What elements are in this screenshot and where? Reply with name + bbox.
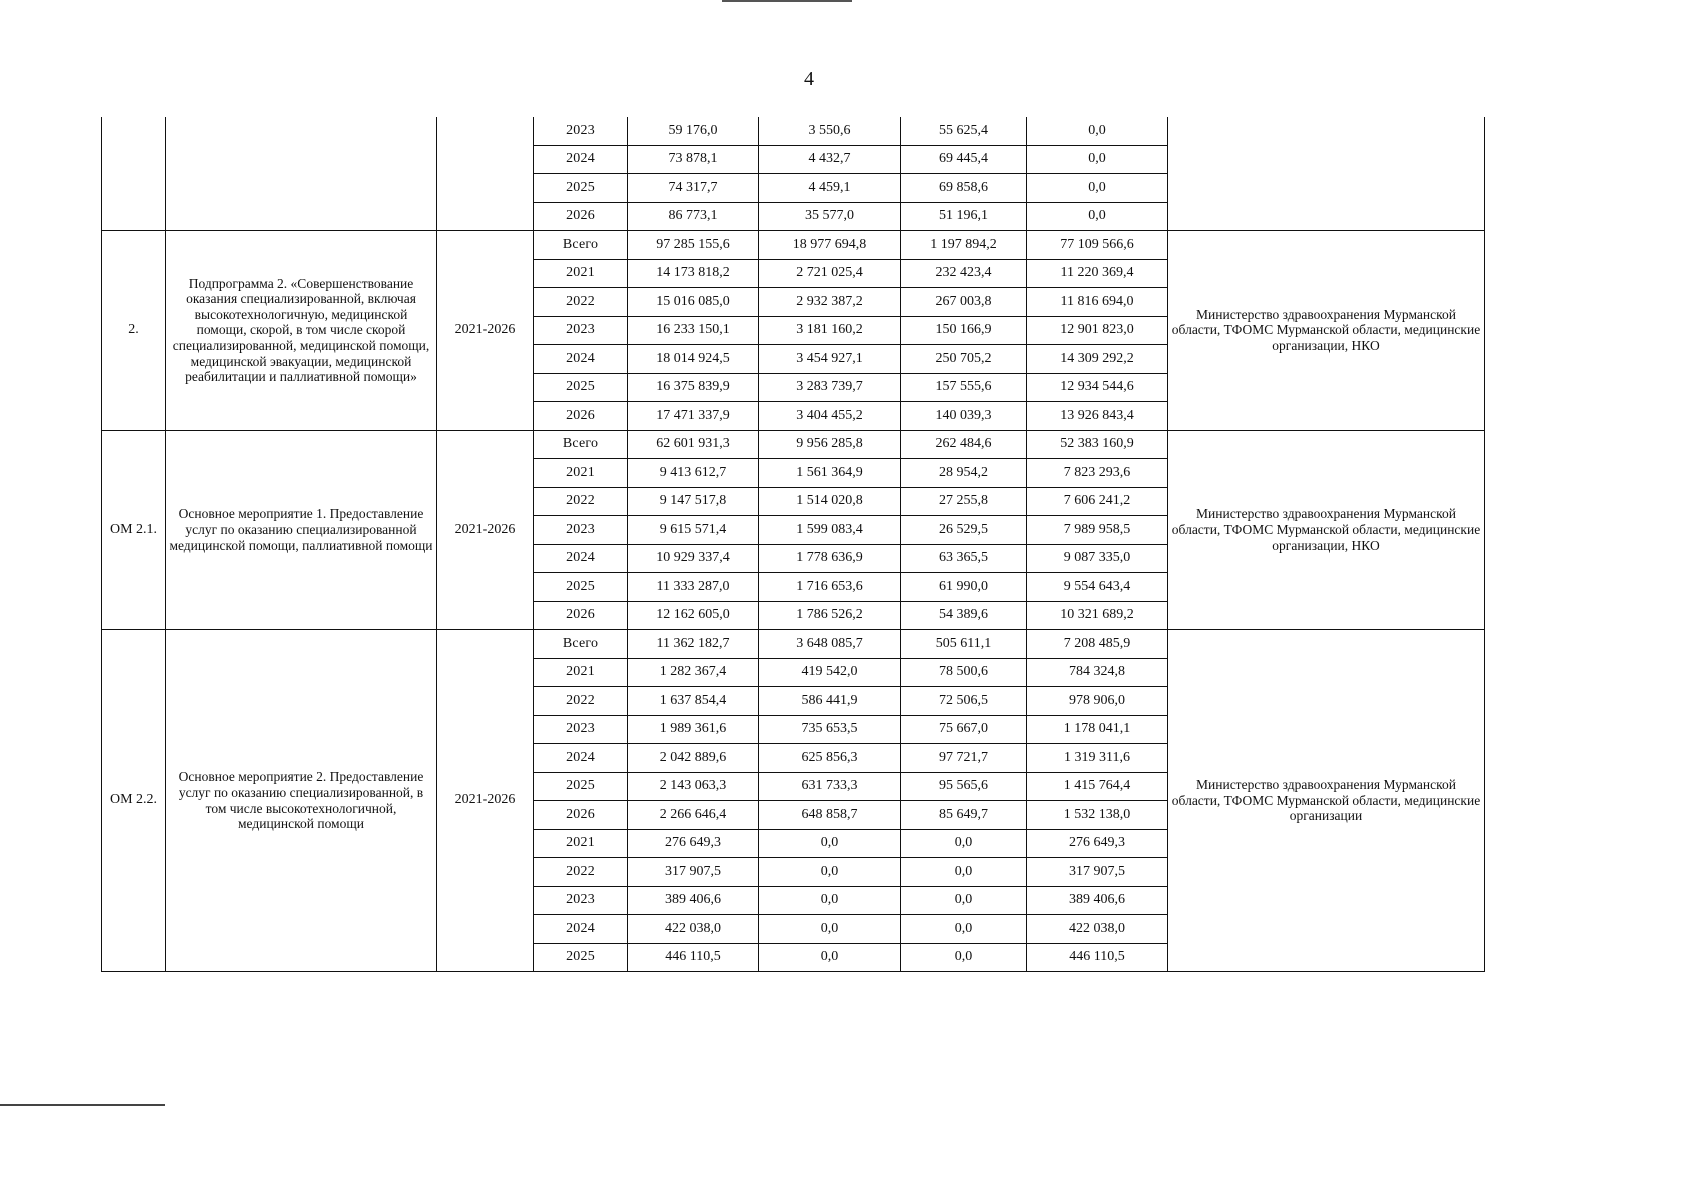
source-3-value: 9 554 643,4 xyxy=(1027,573,1168,602)
year-cell: 2021 xyxy=(534,658,628,687)
source-3-value: 14 309 292,2 xyxy=(1027,345,1168,374)
year-cell: 2023 xyxy=(534,117,628,145)
section-number xyxy=(102,117,166,231)
section-period: 2021-2026 xyxy=(437,231,534,431)
year-cell: 2026 xyxy=(534,202,628,231)
page-number: 4 xyxy=(804,68,814,90)
source-1-value: 0,0 xyxy=(759,915,901,944)
source-3-value: 422 038,0 xyxy=(1027,915,1168,944)
source-3-value: 446 110,5 xyxy=(1027,943,1168,972)
total-value: 18 014 924,5 xyxy=(628,345,759,374)
table-row xyxy=(102,430,1485,459)
source-1-value: 4 459,1 xyxy=(759,174,901,203)
source-1-value: 1 716 653,6 xyxy=(759,573,901,602)
source-1-value: 419 542,0 xyxy=(759,658,901,687)
section-number: ОМ 2.2. xyxy=(102,630,166,972)
total-value: 17 471 337,9 xyxy=(628,402,759,431)
source-3-value: 978 906,0 xyxy=(1027,687,1168,716)
source-2-value: 54 389,6 xyxy=(901,601,1027,630)
section-period xyxy=(437,117,534,231)
total-value: 1 989 361,6 xyxy=(628,715,759,744)
source-1-value: 35 577,0 xyxy=(759,202,901,231)
year-cell: 2024 xyxy=(534,145,628,174)
source-1-value: 1 599 083,4 xyxy=(759,516,901,545)
year-cell: 2025 xyxy=(534,373,628,402)
total-value: 2 042 889,6 xyxy=(628,744,759,773)
source-3-value: 0,0 xyxy=(1027,202,1168,231)
year-cell: Всего xyxy=(534,430,628,459)
total-value: 15 016 085,0 xyxy=(628,288,759,317)
source-1-value: 648 858,7 xyxy=(759,801,901,830)
year-cell: 2022 xyxy=(534,858,628,887)
year-cell: 2026 xyxy=(534,801,628,830)
section-description xyxy=(166,117,437,231)
total-value: 73 878,1 xyxy=(628,145,759,174)
scan-artifact-bottom xyxy=(0,1104,165,1106)
source-1-value: 0,0 xyxy=(759,886,901,915)
total-value: 16 375 839,9 xyxy=(628,373,759,402)
section-period: 2021-2026 xyxy=(437,630,534,972)
year-cell: Всего xyxy=(534,231,628,260)
total-value: 276 649,3 xyxy=(628,829,759,858)
source-3-value: 11 220 369,4 xyxy=(1027,259,1168,288)
total-value: 11 333 287,0 xyxy=(628,573,759,602)
source-3-value: 389 406,6 xyxy=(1027,886,1168,915)
source-1-value: 586 441,9 xyxy=(759,687,901,716)
source-1-value: 3 181 160,2 xyxy=(759,316,901,345)
year-cell: 2025 xyxy=(534,943,628,972)
source-2-value: 61 990,0 xyxy=(901,573,1027,602)
section-number: 2. xyxy=(102,231,166,431)
source-1-value: 0,0 xyxy=(759,858,901,887)
table-row xyxy=(102,117,1485,145)
total-value: 2 266 646,4 xyxy=(628,801,759,830)
year-cell: 2024 xyxy=(534,744,628,773)
total-value: 74 317,7 xyxy=(628,174,759,203)
source-2-value: 75 667,0 xyxy=(901,715,1027,744)
budget-table xyxy=(101,117,1485,972)
total-value: 2 143 063,3 xyxy=(628,772,759,801)
source-2-value: 505 611,1 xyxy=(901,630,1027,659)
table-body xyxy=(102,117,1485,972)
source-3-value: 1 319 311,6 xyxy=(1027,744,1168,773)
source-2-value: 0,0 xyxy=(901,886,1027,915)
total-value: 14 173 818,2 xyxy=(628,259,759,288)
responsible-organizations: Министерство здравоохранения Мурманской области, ТФОМС Мурманской области, медицинские организации, НКО xyxy=(1168,231,1485,431)
year-cell: 2022 xyxy=(534,687,628,716)
source-1-value: 2 932 387,2 xyxy=(759,288,901,317)
source-2-value: 0,0 xyxy=(901,858,1027,887)
source-3-value: 9 087 335,0 xyxy=(1027,544,1168,573)
year-cell: 2024 xyxy=(534,915,628,944)
source-3-value: 0,0 xyxy=(1027,174,1168,203)
source-1-value: 2 721 025,4 xyxy=(759,259,901,288)
year-cell: 2023 xyxy=(534,316,628,345)
source-2-value: 0,0 xyxy=(901,915,1027,944)
year-cell: 2023 xyxy=(534,516,628,545)
year-cell: 2026 xyxy=(534,402,628,431)
year-cell: 2025 xyxy=(534,772,628,801)
source-2-value: 72 506,5 xyxy=(901,687,1027,716)
source-2-value: 95 565,6 xyxy=(901,772,1027,801)
table-row xyxy=(102,231,1485,260)
source-3-value: 12 934 544,6 xyxy=(1027,373,1168,402)
total-value: 97 285 155,6 xyxy=(628,231,759,260)
source-3-value: 1 532 138,0 xyxy=(1027,801,1168,830)
source-2-value: 150 166,9 xyxy=(901,316,1027,345)
source-1-value: 0,0 xyxy=(759,829,901,858)
source-2-value: 0,0 xyxy=(901,943,1027,972)
source-1-value: 1 514 020,8 xyxy=(759,487,901,516)
source-2-value: 250 705,2 xyxy=(901,345,1027,374)
source-1-value: 0,0 xyxy=(759,943,901,972)
source-3-value: 317 907,5 xyxy=(1027,858,1168,887)
section-number: ОМ 2.1. xyxy=(102,430,166,630)
year-cell: 2024 xyxy=(534,544,628,573)
total-value: 62 601 931,3 xyxy=(628,430,759,459)
source-2-value: 97 721,7 xyxy=(901,744,1027,773)
source-3-value: 1 415 764,4 xyxy=(1027,772,1168,801)
source-1-value: 735 653,5 xyxy=(759,715,901,744)
year-cell: 2026 xyxy=(534,601,628,630)
source-3-value: 0,0 xyxy=(1027,117,1168,145)
year-cell: 2021 xyxy=(534,829,628,858)
source-1-value: 3 648 085,7 xyxy=(759,630,901,659)
source-1-value: 1 786 526,2 xyxy=(759,601,901,630)
source-2-value: 63 365,5 xyxy=(901,544,1027,573)
source-2-value: 27 255,8 xyxy=(901,487,1027,516)
source-1-value: 18 977 694,8 xyxy=(759,231,901,260)
source-2-value: 232 423,4 xyxy=(901,259,1027,288)
total-value: 59 176,0 xyxy=(628,117,759,145)
source-1-value: 3 283 739,7 xyxy=(759,373,901,402)
total-value: 12 162 605,0 xyxy=(628,601,759,630)
source-2-value: 26 529,5 xyxy=(901,516,1027,545)
year-cell: 2022 xyxy=(534,487,628,516)
year-cell: 2021 xyxy=(534,259,628,288)
source-3-value: 11 816 694,0 xyxy=(1027,288,1168,317)
source-1-value: 631 733,3 xyxy=(759,772,901,801)
source-3-value: 13 926 843,4 xyxy=(1027,402,1168,431)
responsible-organizations: Министерство здравоохранения Мурманской области, ТФОМС Мурманской области, медицинские организации, НКО xyxy=(1168,430,1485,630)
section-period: 2021-2026 xyxy=(437,430,534,630)
total-value: 9 413 612,7 xyxy=(628,459,759,488)
source-2-value: 51 196,1 xyxy=(901,202,1027,231)
source-2-value: 1 197 894,2 xyxy=(901,231,1027,260)
total-value: 422 038,0 xyxy=(628,915,759,944)
source-2-value: 157 555,6 xyxy=(901,373,1027,402)
section-description: Основное мероприятие 1. Предоставление услуг по оказанию специализированной медицинской помощи, паллиативной помощи xyxy=(166,430,437,630)
total-value: 317 907,5 xyxy=(628,858,759,887)
total-value: 10 929 337,4 xyxy=(628,544,759,573)
responsible-organizations xyxy=(1168,117,1485,231)
source-3-value: 784 324,8 xyxy=(1027,658,1168,687)
year-cell: 2023 xyxy=(534,886,628,915)
source-1-value: 4 432,7 xyxy=(759,145,901,174)
year-cell: 2023 xyxy=(534,715,628,744)
source-1-value: 1 778 636,9 xyxy=(759,544,901,573)
source-3-value: 52 383 160,9 xyxy=(1027,430,1168,459)
table-row xyxy=(102,630,1485,659)
source-3-value: 1 178 041,1 xyxy=(1027,715,1168,744)
source-1-value: 9 956 285,8 xyxy=(759,430,901,459)
source-1-value: 3 404 455,2 xyxy=(759,402,901,431)
source-2-value: 78 500,6 xyxy=(901,658,1027,687)
source-3-value: 7 823 293,6 xyxy=(1027,459,1168,488)
total-value: 446 110,5 xyxy=(628,943,759,972)
section-description: Подпрограмма 2. «Совершенствование оказания специализированной, включая высокотехнологичную, медицинской помощи, скорой, в том числе скорой специализированной, медицинской помощи, медицинской эвакуации, медицинской реабилитации и паллиативной помощи» xyxy=(166,231,437,431)
year-cell: 2025 xyxy=(534,573,628,602)
year-cell: Всего xyxy=(534,630,628,659)
total-value: 1 282 367,4 xyxy=(628,658,759,687)
source-3-value: 7 989 958,5 xyxy=(1027,516,1168,545)
source-3-value: 10 321 689,2 xyxy=(1027,601,1168,630)
source-1-value: 3 454 927,1 xyxy=(759,345,901,374)
source-3-value: 7 208 485,9 xyxy=(1027,630,1168,659)
source-2-value: 69 445,4 xyxy=(901,145,1027,174)
year-cell: 2021 xyxy=(534,459,628,488)
total-value: 389 406,6 xyxy=(628,886,759,915)
total-value: 9 615 571,4 xyxy=(628,516,759,545)
total-value: 16 233 150,1 xyxy=(628,316,759,345)
source-1-value: 625 856,3 xyxy=(759,744,901,773)
total-value: 11 362 182,7 xyxy=(628,630,759,659)
source-3-value: 276 649,3 xyxy=(1027,829,1168,858)
source-2-value: 28 954,2 xyxy=(901,459,1027,488)
source-3-value: 0,0 xyxy=(1027,145,1168,174)
source-1-value: 1 561 364,9 xyxy=(759,459,901,488)
year-cell: 2022 xyxy=(534,288,628,317)
source-3-value: 7 606 241,2 xyxy=(1027,487,1168,516)
scan-artifact-top xyxy=(722,0,852,2)
source-2-value: 85 649,7 xyxy=(901,801,1027,830)
source-2-value: 0,0 xyxy=(901,829,1027,858)
source-2-value: 262 484,6 xyxy=(901,430,1027,459)
source-3-value: 77 109 566,6 xyxy=(1027,231,1168,260)
source-3-value: 12 901 823,0 xyxy=(1027,316,1168,345)
total-value: 86 773,1 xyxy=(628,202,759,231)
source-2-value: 267 003,8 xyxy=(901,288,1027,317)
source-1-value: 3 550,6 xyxy=(759,117,901,145)
year-cell: 2024 xyxy=(534,345,628,374)
source-2-value: 140 039,3 xyxy=(901,402,1027,431)
source-2-value: 69 858,6 xyxy=(901,174,1027,203)
section-description: Основное мероприятие 2. Предоставление услуг по оказанию специализированной, в том числе высокотехнологичной, медицинской помощи xyxy=(166,630,437,972)
source-2-value: 55 625,4 xyxy=(901,117,1027,145)
responsible-organizations: Министерство здравоохранения Мурманской области, ТФОМС Мурманской области, медицинские организации xyxy=(1168,630,1485,972)
total-value: 9 147 517,8 xyxy=(628,487,759,516)
total-value: 1 637 854,4 xyxy=(628,687,759,716)
year-cell: 2025 xyxy=(534,174,628,203)
